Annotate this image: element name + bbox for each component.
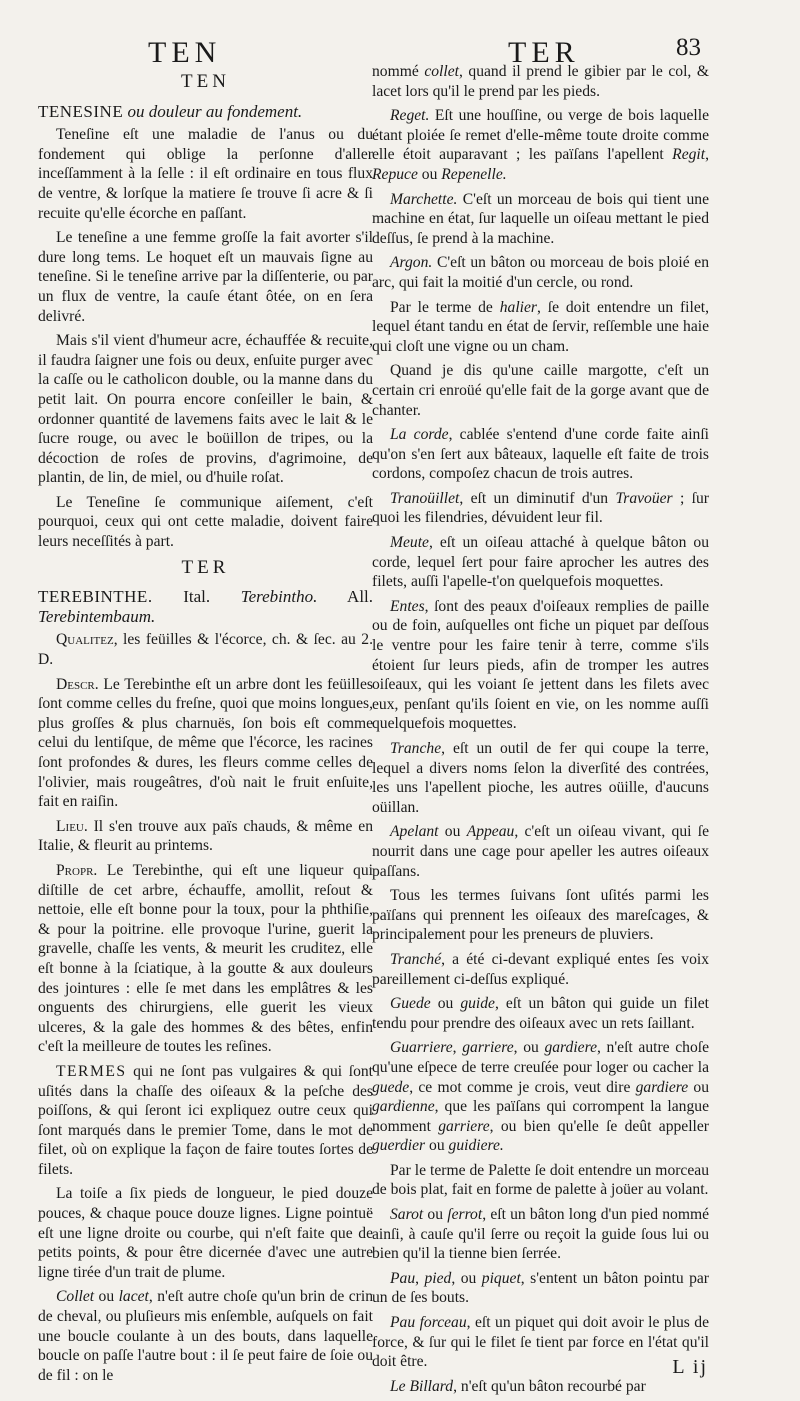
text: , c'eſt un oiſeau vivant, qui ſe nourrit dans une cage pour apeller les autres oiſeaux paſſans.: [372, 823, 710, 880]
label-qualitez: Qualitez: [56, 631, 114, 649]
label-italian: Ital.: [183, 587, 211, 607]
running-head-right: TER: [508, 36, 580, 69]
term-regit: Regit: [672, 146, 706, 164]
text: ou: [425, 1137, 449, 1155]
term-collet: Collet: [56, 1288, 95, 1306]
term-guerdier: guerdier: [372, 1137, 426, 1155]
text: , n'eſt autre choſe qu'un brin de crin de cheval, ou pluſieurs mis enſemble, auſquels on fait une boucle coulante à un des bouts, dans laquelle boucle on paſſe l'autre bout : il ſe peut faire de ſoie ou de fil : on le: [38, 1288, 373, 1384]
text: C'eſt un morceau de bois qui tient une machine en état, ſur laquelle un oiſeau mettant le pied deſſus, ſe prend à la machine.: [372, 190, 709, 247]
label-descr: Descr.: [56, 675, 99, 693]
text: ,: [452, 1039, 463, 1057]
paragraph-toise: La toiſe a ſix pieds de longueur, le pied douze pouces, & chaque pouce douze lignes. Ligne pointuë eſt une ligne droite ou courbe, qui n'eſt faite que de petits points, & pour être dicernée d'avec une autre ligne tirée d'un trait de plume.: [38, 1185, 373, 1281]
paragraph-tranouillet: [372, 489, 709, 528]
headword-tenesine: TENESINE: [38, 101, 124, 121]
italian-name: Terebintho.: [240, 587, 318, 607]
term-repenelle: Repenelle.: [441, 165, 507, 183]
term-guarriere: Guarriere: [390, 1039, 453, 1057]
text: , ou: [513, 1039, 545, 1057]
paragraph-propr: [38, 861, 373, 1057]
paragraph-palette: Par le terme de Palette ſe doit entendre un morceau de bois plat, fait en forme de palette à joüer au volant.: [372, 1161, 709, 1199]
text: , eſt un bâton long d'un pied nommé ainſi, à cauſe qu'il ſerre ou reçoit la guide ſous lui ou bien qu'il la tienne bien ſerrée.: [372, 1206, 709, 1263]
term-halier: halier: [499, 298, 537, 316]
text: , ſe doit entendre un filet, lequel étant tandu en état de ſervir, reſſemble une haie qui cloſt une vigne ou un cham.: [372, 298, 709, 355]
text: , eſt un diminutif d'un: [459, 489, 616, 507]
text: , quand il prend le gibier par le col, & lacet lors qu'il le prend par les pieds.: [372, 63, 709, 100]
text: , eſt un oiſeau attaché à quelque bâton ou corde, lequel ſert pour faire aprocher les autres des filets, auſſi l'apelle-t'on quelquefois moquettes.: [372, 534, 709, 591]
term-pau-forceau: Pau forceau: [390, 1314, 467, 1332]
term-piquet: piquet: [481, 1269, 521, 1287]
text: , ſont des peaux d'oiſeaux remplies de paille ou de foin, auſquelles ont fiche un piquet par deſſous le ventre pour les faire tenir à terre, comme s'ils étoient ſur leurs pieds, afin de tromper les autres oiſeaux, qui les voiant ſe jettent dans les filets avec eux, penſant qu'ils ſoient en vie, on les nomme auſſi quelquefois moquettes.: [372, 597, 709, 733]
text: ou: [688, 1078, 710, 1096]
paragraph-tranche2: [372, 950, 709, 989]
term-billard: Le Billard: [390, 1377, 454, 1395]
term-guede: Guede: [390, 995, 431, 1013]
left-column: [38, 62, 373, 1390]
text: , que les païſans qui corrompent la langue nomment: [372, 1098, 709, 1135]
text: Par le terme de: [390, 298, 500, 316]
term-garriere: garriere: [462, 1039, 514, 1057]
running-head-left: TEN: [148, 36, 222, 69]
text: Le Terebinthe, qui eſt une liqueur qui diſtille de cet arbre, échauffe, amollit, reſout & nettoie, elle eſt bonne pour la toux, pour la phthiſie, & pour la poitrine. elle provoque l'urine, guerit la gravelle, chaſſe les vents, & meurit les cruditez, elle eſt bonne à la ſciatique, à la goutte & aux douleurs des jointures : elle ſe met dans les emplâtres & les onguents des chirurgiens, elle guerit les vieux ulceres, & la gale des hommes & des bêtes, enfin c'eſt la meilleure de toutes les reſines.: [38, 861, 373, 1056]
paragraph-collet: [38, 1287, 373, 1385]
text: , n'eſt autre choſe qu'une eſpece de terre creuſée pour loger ou cacher la: [372, 1039, 709, 1076]
label-lieu: Lieu.: [56, 817, 88, 835]
paragraph-pau-forceau: [372, 1313, 709, 1372]
entry-heading-terebinthe: [38, 587, 373, 626]
text: , les feüilles & l'écorce, ch. & ſec. au 2. D.: [38, 631, 373, 669]
section-heading-ter: TER: [181, 556, 230, 578]
label-termes: TERMES: [56, 1062, 127, 1080]
text: , n'eſt qu'un bâton recourbé par: [453, 1377, 646, 1395]
paragraph-guede: [372, 994, 709, 1033]
right-column: [372, 62, 709, 1401]
text: ou: [438, 823, 467, 841]
text: Eſt une houſſine, ou verge de bois laquelle étant ploiée ſe remet d'elle-même toute droite comme elle étoit auparavant ; les païſans l'apellent: [372, 107, 709, 164]
paragraph-reget: [372, 106, 709, 184]
paragraph-tous: Tous les termes ſuivans ſont uſités parmi les païſans qui prennent les oiſeaux des mareſcages, & principalement pour les preneurs de pluviers.: [372, 887, 709, 944]
term-appeau: Appeau: [466, 823, 515, 841]
term-pau: Pau: [390, 1269, 416, 1287]
headword-terebinthe: TEREBINTHE.: [38, 587, 153, 607]
term-garriere: garriere: [438, 1117, 490, 1135]
paragraph: Le Teneſine ſe communique aiſement, c'eſt pourquoi, ceux qui ont cette maladie, doivent faire leurs neceſſités à part.: [38, 493, 373, 551]
text: nommé: [372, 63, 425, 80]
term-guide: guide: [460, 995, 495, 1013]
text: C'eſt un bâton ou morceau de bois ploié en arc, qui fait la moitié d'un cercle, ou rond.: [372, 254, 709, 291]
term-corde: La corde: [390, 426, 449, 444]
gloss-tenesine: ou douleur au fondement.: [127, 101, 303, 121]
term-tranouillet: Tranoüillet: [390, 489, 460, 507]
paragraph-meute: [372, 533, 709, 592]
term-argon: Argon.: [390, 254, 433, 272]
signature-mark: L ij: [672, 1356, 708, 1378]
section-heading-ten: TEN: [181, 71, 230, 92]
term-entes: Entes: [390, 597, 425, 615]
paragraph: Mais s'il vient d'humeur acre, échauffée & recuite, il faudra ſaigner une fois ou deux, enſuite purger avec la caſſe ou le catholicon double, ou la manne dans du petit lait. On pourra encore conſeiller le bain, & ordonner quantité de lavemens faits avec le lait & le ſucre rouge, ou avec le boüillon de tripes, ou la décoction de roſes de provins, d'agrimoine, de plantin, de lin, de miel, ou d'huile roſat.: [38, 332, 373, 487]
term-collet: collet: [424, 63, 459, 80]
term-gardiere: gardiere: [544, 1039, 597, 1057]
term-guede: guede: [372, 1078, 410, 1096]
term-pied: pied: [424, 1269, 452, 1287]
text: , cablée s'entend d'une corde faite ainſi qu'on s'en ſert aux bâteaux, laquelle eſt faite de trois cordons, compoſez chacun de trois autres.: [372, 426, 709, 483]
text: ou: [430, 995, 461, 1013]
german-name: Terebintembaum.: [38, 606, 156, 626]
paragraph-sarot: [372, 1205, 709, 1264]
paragraph-billard: [372, 1377, 709, 1397]
paragraph-argon: [372, 253, 709, 292]
paragraph-caille: Quand je dis qu'une caille margotte, c'eſt un certain cri enroüé qu'elle fait de la gorge avant que de chanter.: [372, 362, 709, 419]
term-tranche: Tranche: [390, 740, 442, 757]
text: Il s'en trouve aux païs chauds, & même en Italie, & fleurit au printems.: [38, 817, 373, 855]
term-travouer: Travoüer: [615, 489, 673, 507]
paragraph: Le teneſine a une femme groſſe la fait avorter s'il dure long tems. Le hoquet eſt un mauvais ſigne au teneſine. Si le teneſine arrive par la diſſenterie, ou par un flux de ventre, la cauſe étant ôtée, on en ſera delivré.: [38, 229, 373, 325]
text: ou: [417, 165, 442, 183]
text: ou: [94, 1288, 119, 1306]
text: , eſt un piquet qui doit avoir le plus de force, & ſur qui le filet ſe tient par force en l'état qu'il doit être.: [372, 1314, 709, 1371]
term-gardiere: gardiere: [635, 1078, 689, 1096]
term-repuce: Repuce: [372, 165, 418, 183]
text: , ce mot comme je crois, veut dire: [409, 1078, 636, 1096]
label-propr: Propr.: [56, 861, 98, 879]
text: , a été ci-devant expliqué entes ſes voix pareillement ci-deſſus expliqué.: [372, 950, 709, 988]
text: , eſt un bâton qui guide un filet tendu pour prendre des oiſeaux avec un rets ſaillant.: [372, 995, 709, 1032]
paragraph: Teneſine eſt une maladie de l'anus ou du fondement qui oblige la perſonne d'aller inceſſamment à la ſelle : il eſt ordinaire en tous flux de ventre, & lorſque la matiere ſe trouve ſi acre & ſi recuite qu'elle écorche en paſſant.: [38, 126, 373, 222]
term-reget: Reget.: [390, 107, 430, 125]
term-lacet: lacet: [118, 1288, 149, 1306]
paragraph-lieu: [38, 817, 373, 856]
term-meute: Meute: [390, 534, 429, 552]
text: , eſt un outil de fer qui coupe la terre, lequel a divers noms ſelon la diverſité des contrées, les uns l'apellent pioche, les autres oüille, d'aucuns oüillan.: [372, 740, 709, 816]
paragraph-descr: [38, 675, 373, 812]
text: ,: [705, 146, 709, 164]
paragraph-qualitez: [38, 630, 373, 669]
text: , s'entent un bâton pointu par un de ſes bouts.: [372, 1269, 710, 1307]
term-sarot: Sarot: [390, 1206, 424, 1224]
page-number: 83: [676, 34, 701, 61]
paragraph-continuation: [372, 62, 709, 101]
text: , ou bien qu'elle ſe deût appeller: [489, 1117, 709, 1135]
paragraph-pau: [372, 1269, 709, 1308]
text: qui ne ſont pas vulgaires & qui ſont uſités dans la chaſſe des oiſeaux & la peſche des poiſſons, & qui ſeront ici expliquez outre ceux qui ſont marqués dans le premier Tome, dans le mot de filet, où on explique la façon de faire toutes ſortes de filets.: [38, 1062, 373, 1178]
term-guidiere: guidiere.: [448, 1137, 504, 1155]
text: ,: [415, 1269, 425, 1287]
paragraph-entes: [372, 597, 709, 734]
term-serrot: ſerrot: [447, 1206, 483, 1224]
text: Le Terebinthe eſt un arbre dont les feüilles ſont comme celles du freſne, quoi que moins longues, plus groſſes & plus charnuës, ſon bois eſt comme celui du lentiſque, de même que l'écorce, les racines ſont profondes & dures, les fleurs comme celles de l'olivier, mais rougeâtres, d'où nait le fruit enſuite, fait en raiſin.: [38, 675, 373, 811]
term-marchette: Marchette.: [390, 190, 458, 208]
paragraph-corde: [372, 425, 709, 484]
term-tranche: Tranché: [390, 950, 442, 968]
paragraph-apelant: [372, 822, 709, 881]
paragraph-tranche: [372, 739, 709, 817]
paragraph-termes: [38, 1062, 373, 1180]
label-german: All.: [347, 587, 374, 607]
entry-heading-tenesine: [38, 102, 373, 122]
paragraph-guarriere: [372, 1038, 709, 1156]
term-gardienne: gardienne: [372, 1098, 435, 1116]
paragraph-halier: [372, 298, 709, 357]
term-apelant: Apelant: [390, 823, 439, 841]
text: ; ſur quoi les filendries, dévuident leur fil.: [372, 489, 709, 527]
text: ou: [423, 1206, 448, 1224]
text: , ou: [451, 1269, 482, 1287]
paragraph-marchette: [372, 190, 709, 249]
